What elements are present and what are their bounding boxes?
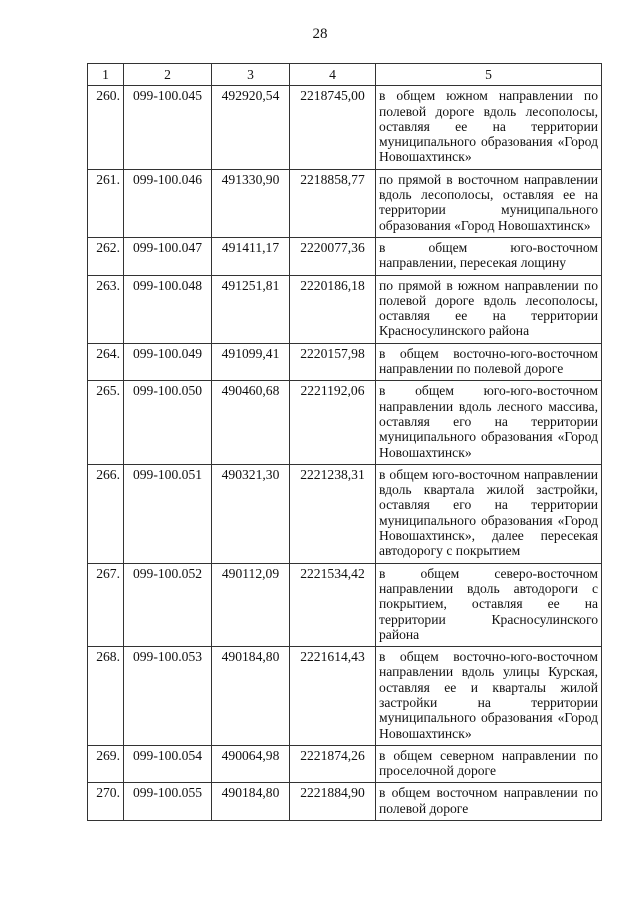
point-code-cell: 099-100.048	[124, 275, 212, 343]
y-coordinate-cell: 2221238,31	[290, 464, 376, 563]
x-coordinate-cell: 492920,54	[212, 86, 290, 169]
description-cell: в общем восточно-юго-восточном направлении по полевой дороге	[376, 343, 602, 381]
y-coordinate-cell: 2220077,36	[290, 237, 376, 275]
point-number-cell: 261.	[88, 169, 124, 237]
x-coordinate-cell: 490064,98	[212, 745, 290, 783]
x-coordinate-cell: 490184,80	[212, 647, 290, 746]
table-row	[88, 745, 602, 783]
y-coordinate-cell: 2218745,00	[290, 86, 376, 169]
point-code-cell: 099-100.052	[124, 563, 212, 646]
description-cell: в общем юго-юго-восточном направлении вдоль лесного массива, оставляя его на территории муниципального образования «Город Новошахтинск»	[376, 381, 602, 464]
description-cell: по прямой в восточном направлении вдоль лесополосы, оставляя ее на территории муниципального образования «Город Новошахтинск»	[376, 169, 602, 237]
column-header-y: 4	[290, 64, 376, 86]
description-cell: в общем восточном направлении по полевой дороге	[376, 783, 602, 821]
description-cell: в общем восточно-юго-восточном направлении вдоль улицы Курская, оставляя ее и кварталы жилой застройки на территории муниципального образования «Город Новошахтинск»	[376, 647, 602, 746]
point-code-cell: 099-100.049	[124, 343, 212, 381]
description-cell: в общем юго-восточном направлении, пересекая лощину	[376, 237, 602, 275]
point-code-cell: 099-100.046	[124, 169, 212, 237]
y-coordinate-cell: 2218858,77	[290, 169, 376, 237]
x-coordinate-cell: 490112,09	[212, 563, 290, 646]
description-cell: в общем северо-восточном направлении вдоль автодороги с покрытием, оставляя ее на территории Красносулинского района	[376, 563, 602, 646]
point-number-cell: 266.	[88, 464, 124, 563]
point-code-cell: 099-100.051	[124, 464, 212, 563]
point-number-cell: 268.	[88, 647, 124, 746]
table-row	[88, 783, 602, 821]
table-header-row	[88, 64, 602, 86]
point-code-cell: 099-100.055	[124, 783, 212, 821]
y-coordinate-cell: 2221884,90	[290, 783, 376, 821]
column-header-number: 1	[88, 64, 124, 86]
y-coordinate-cell: 2221534,42	[290, 563, 376, 646]
point-number-cell: 269.	[88, 745, 124, 783]
table-body	[88, 86, 602, 821]
point-number-cell: 264.	[88, 343, 124, 381]
description-cell: в общем северном направлении по проселочной дороге	[376, 745, 602, 783]
table-row	[88, 275, 602, 343]
table-row	[88, 169, 602, 237]
x-coordinate-cell: 491330,90	[212, 169, 290, 237]
column-header-code: 2	[124, 64, 212, 86]
point-code-cell: 099-100.050	[124, 381, 212, 464]
x-coordinate-cell: 491251,81	[212, 275, 290, 343]
point-number-cell: 260.	[88, 86, 124, 169]
table-row	[88, 563, 602, 646]
x-coordinate-cell: 490460,68	[212, 381, 290, 464]
point-code-cell: 099-100.045	[124, 86, 212, 169]
y-coordinate-cell: 2220157,98	[290, 343, 376, 381]
boundary-points-table	[87, 63, 602, 821]
point-code-cell: 099-100.054	[124, 745, 212, 783]
point-number-cell: 265.	[88, 381, 124, 464]
table-row	[88, 464, 602, 563]
description-cell: в общем юго-восточном направлении вдоль квартала жилой застройки, оставляя его на территории муниципального образования «Город Новошахтинск», далее пересекая автодорогу с покрытием	[376, 464, 602, 563]
point-number-cell: 263.	[88, 275, 124, 343]
table-row	[88, 647, 602, 746]
table-row	[88, 237, 602, 275]
x-coordinate-cell: 491411,17	[212, 237, 290, 275]
x-coordinate-cell: 490184,80	[212, 783, 290, 821]
description-cell: в общем южном направлении по полевой дороге вдоль лесополосы, оставляя ее на территории муниципального образования «Город Новошахтинск»	[376, 86, 602, 169]
y-coordinate-cell: 2221192,06	[290, 381, 376, 464]
point-code-cell: 099-100.053	[124, 647, 212, 746]
y-coordinate-cell: 2221614,43	[290, 647, 376, 746]
description-cell: по прямой в южном направлении по полевой дороге вдоль лесополосы, оставляя ее на территории Красносулинского района	[376, 275, 602, 343]
point-number-cell: 267.	[88, 563, 124, 646]
point-number-cell: 270.	[88, 783, 124, 821]
column-header-x: 3	[212, 64, 290, 86]
table-row	[88, 86, 602, 169]
column-header-description: 5	[376, 64, 602, 86]
point-number-cell: 262.	[88, 237, 124, 275]
x-coordinate-cell: 491099,41	[212, 343, 290, 381]
table-row	[88, 343, 602, 381]
x-coordinate-cell: 490321,30	[212, 464, 290, 563]
point-code-cell: 099-100.047	[124, 237, 212, 275]
y-coordinate-cell: 2220186,18	[290, 275, 376, 343]
y-coordinate-cell: 2221874,26	[290, 745, 376, 783]
table-row	[88, 381, 602, 464]
page-number: 28	[312, 26, 328, 42]
